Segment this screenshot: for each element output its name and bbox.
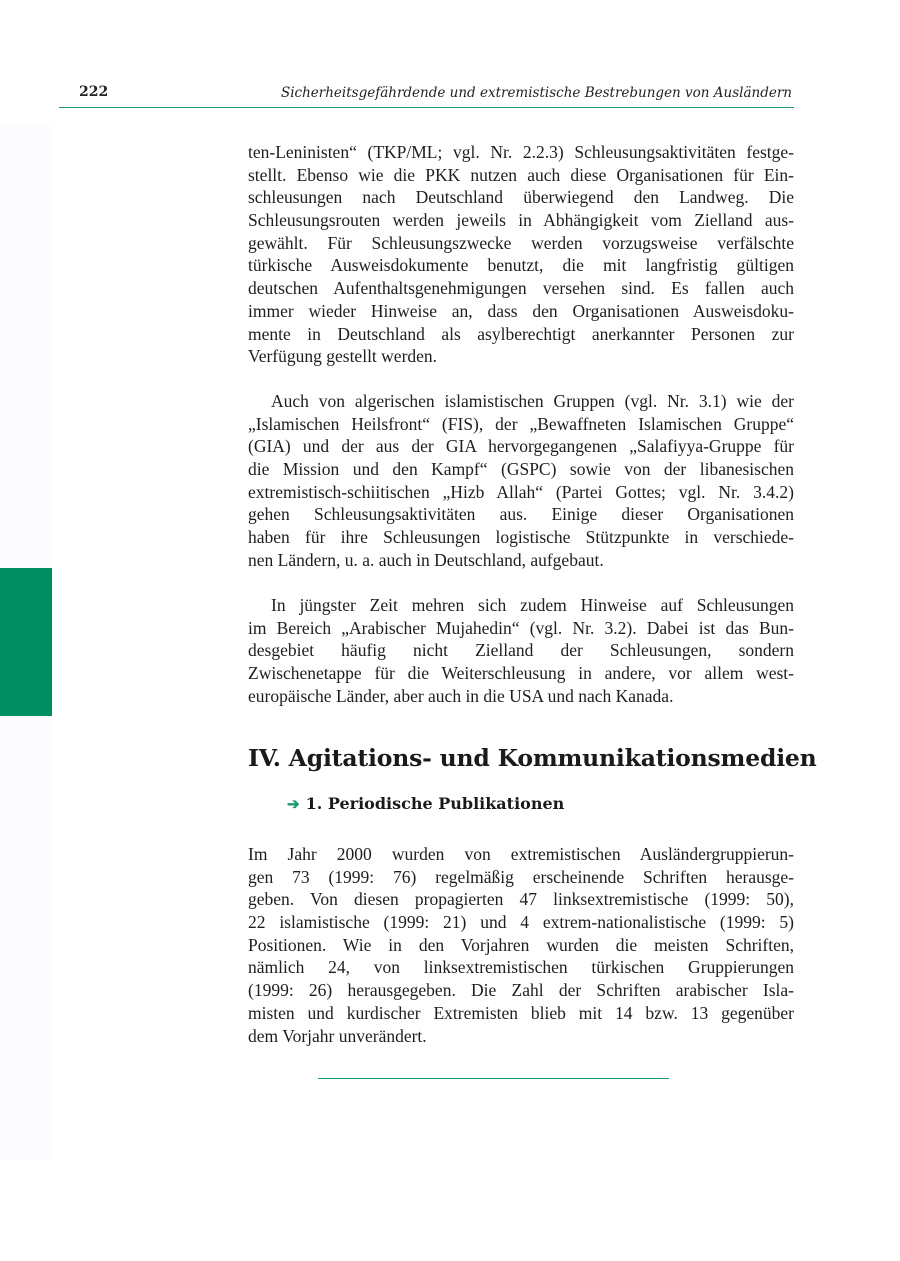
text-line: die Mission und den Kampf“ (GSPC) sowie von der libanesischen	[248, 459, 794, 480]
text-line: „Islamischen Heilsfront“ (FIS), der „Bewaffneten Islamischen Gruppe“	[248, 413, 794, 434]
footer-rule	[318, 1078, 669, 1079]
text-line: extremistisch-schiitischen „Hizb Allah“ (Partei Gottes; vgl. Nr. 3.4.2)	[248, 481, 794, 502]
paragraph-1	[248, 141, 794, 368]
text-line: türkische Ausweisdokumente benutzt, die mit langfristig gültigen	[248, 255, 794, 276]
text-line: deutschen Aufenthaltsgenehmigungen versehen sind. Es fallen auch	[248, 278, 794, 299]
text-line: gen 73 (1999: 76) regelmäßig erscheinende Schriften herausge-	[248, 866, 794, 887]
subsection-heading	[287, 794, 564, 813]
arrow-right-icon: ➔	[287, 795, 300, 813]
text-line: Verfügung gestellt werden.	[248, 346, 438, 367]
text-line: In jüngster Zeit mehren sich zudem Hinweise auf Schleusungen	[271, 595, 794, 615]
text-line: gehen Schleusungsaktivitäten aus. Einige dieser Organisationen	[248, 504, 794, 525]
text-line: haben für ihre Schleusungen logistische Stützpunkte in verschiede-	[248, 527, 794, 548]
text-line: nämlich 24, von linksextremistischen türkischen Gruppierungen	[248, 957, 794, 978]
text-line: immer wieder Hinweise an, dass den Organisationen Ausweisdoku-	[248, 300, 794, 321]
text-line: stellt. Ebenso wie die PKK nutzen auch diese Organisationen für Ein-	[248, 164, 794, 185]
header-rule	[59, 107, 794, 108]
running-header-title: Sicherheitsgefährdende und extremistische Bestrebungen von Ausländern	[280, 85, 792, 101]
text-line: gewählt. Für Schleusungszwecke werden vorzugsweise verfälschte	[248, 232, 794, 253]
text-line: Auch von algerischen islamistischen Gruppen (vgl. Nr. 3.1) wie der	[271, 391, 794, 411]
page-number: 222	[79, 84, 109, 100]
text-line: (1999: 26) herausgegeben. Die Zahl der Schriften arabischer Isla-	[248, 980, 794, 1001]
text-line: desgebiet häufig nicht Zielland der Schleusungen, sondern	[248, 640, 794, 661]
text-line: Zwischenetappe für die Weiterschleusung in andere, vor allem west-	[248, 663, 794, 684]
text-line: Positionen. Wie in den Vorjahren wurden die meisten Schriften,	[248, 934, 794, 955]
text-line: schleusungen nach Deutschland überwiegend den Landweg. Die	[248, 187, 794, 208]
text-line: Schleusungsrouten werden jeweils in Abhängigkeit vom Zielland aus-	[248, 210, 794, 231]
text-line: mente in Deutschland als asylberechtigt anerkannter Personen zur	[248, 323, 794, 344]
paragraph-3	[248, 594, 794, 707]
text-line: (GIA) und der aus der GIA hervorgegangenen „Salafiyya-Gruppe für	[248, 436, 794, 457]
subsection-heading-label: 1. Periodische Publikationen	[305, 794, 565, 813]
text-line: im Bereich „Arabischer Mujahedin“ (vgl. Nr. 3.2). Dabei ist das Bun-	[248, 617, 794, 638]
text-line: dem Vorjahr unverändert.	[248, 1025, 427, 1046]
text-line: misten und kurdischer Extremisten blieb mit 14 bzw. 13 gegenüber	[248, 1002, 794, 1023]
paragraph-4	[248, 843, 794, 1047]
text-line: Im Jahr 2000 wurden von extremistischen Ausländergruppierun-	[248, 844, 794, 864]
paragraph-2	[248, 390, 794, 572]
section-heading: IV. Agitations- und Kommunikationsmedien	[248, 744, 817, 772]
text-line: ten-Leninisten“ (TKP/ML; vgl. Nr. 2.2.3) Schleusungsaktivitäten festge-	[248, 142, 794, 162]
text-line: europäische Länder, aber auch in die USA und nach Kanada.	[248, 685, 674, 706]
chapter-tab-marker	[0, 568, 52, 716]
text-line: 22 islamistische (1999: 21) und 4 extrem-nationalistische (1999: 5)	[248, 912, 794, 933]
text-line: nen Ländern, u. a. auch in Deutschland, aufgebaut.	[248, 549, 604, 570]
text-line: geben. Von diesen propagierten 47 linksextremistische (1999: 50),	[248, 889, 794, 910]
